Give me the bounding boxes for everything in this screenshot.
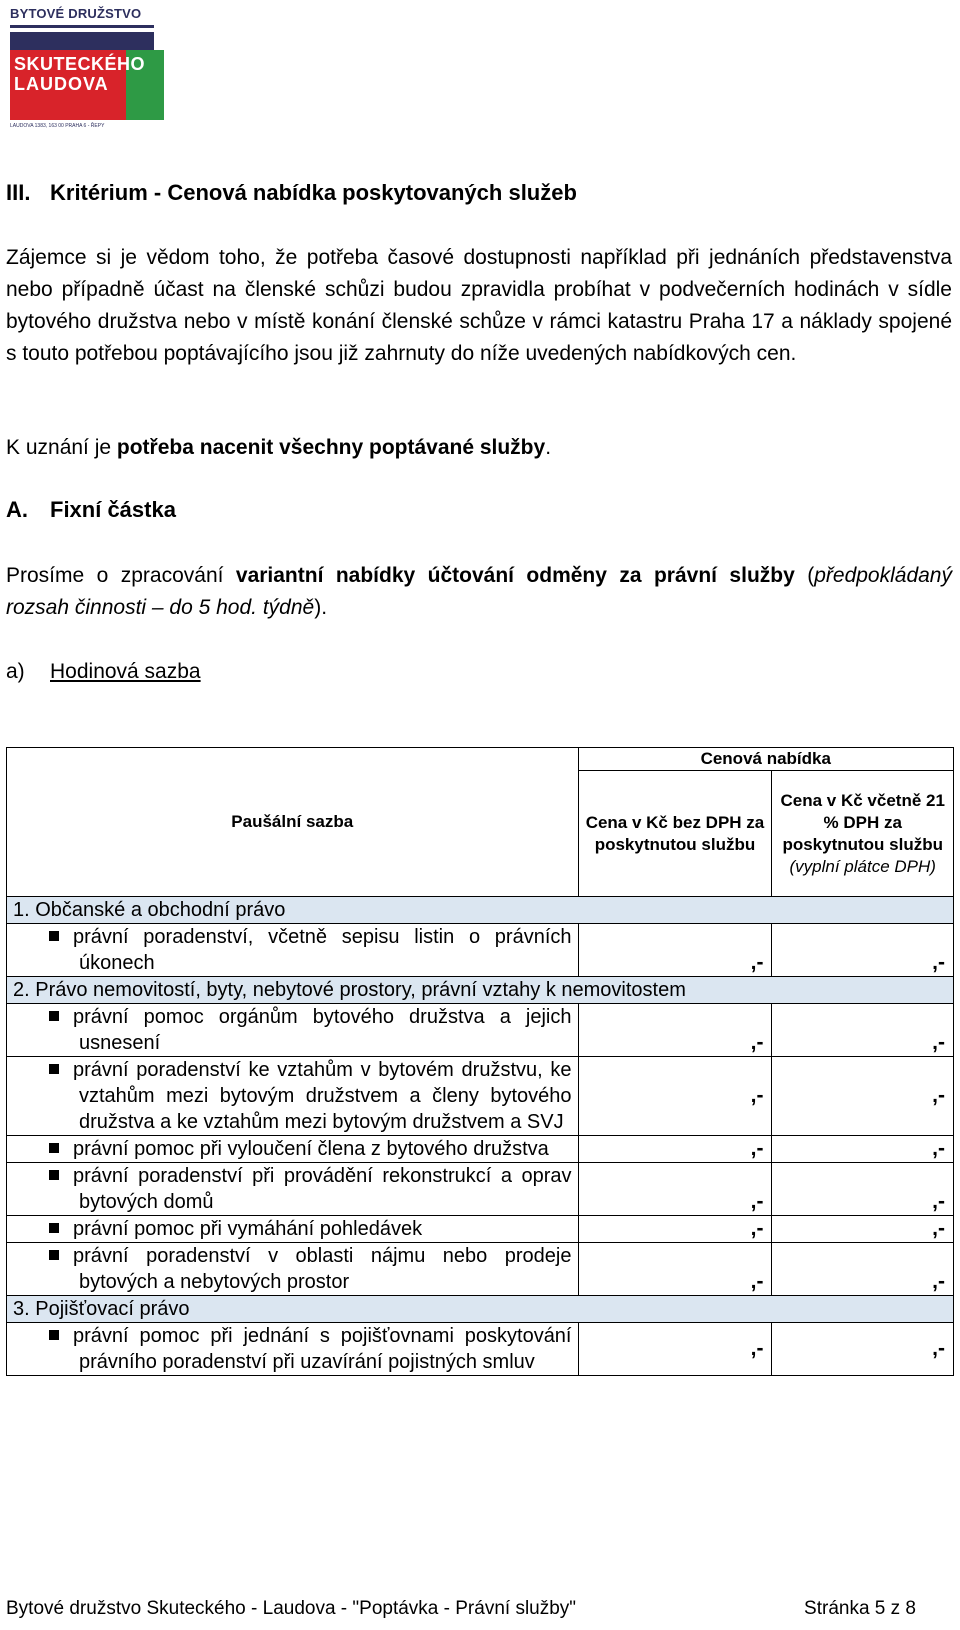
logo-address: LAUDOVA 1383, 163 00 PRAHA 6 - ŘEPY xyxy=(10,123,105,129)
section-label-1 xyxy=(7,897,954,924)
service-text: právní poradenství ke vztahům v bytovém družstvu, ke vztahům mezi bytovým družstvem a členy bytového družstva a ke vztahům mezi bytovým družstvem a SVJ xyxy=(73,1059,572,1133)
bullet-icon xyxy=(49,1223,59,1233)
service-text: právní pomoc při vymáhání pohledávek xyxy=(73,1218,423,1240)
bullet-icon xyxy=(49,1330,59,1340)
bullet-icon xyxy=(49,1250,59,1260)
price-excl-vat-cell[interactable]: ,- xyxy=(578,1323,772,1376)
logo-line2: LAUDOVA xyxy=(14,74,109,94)
section-label-3 xyxy=(7,1296,954,1323)
price-incl-vat-note: (vyplní plátce DPH) xyxy=(789,856,936,876)
price-excl-vat-cell[interactable]: ,- xyxy=(578,1136,772,1163)
variant-open: ( xyxy=(794,564,815,587)
service-item xyxy=(7,1216,579,1243)
logo-line1: SKUTECKÉHO xyxy=(14,54,146,74)
variant-close: ). xyxy=(314,596,328,619)
intro-paragraph: Zájemce si je vědom toho, že potřeba časové dostupnosti například při jednáních představenstva nebo případně účast na členské schůzi budou zpravidla probíhat v podvečerních hodinách v sídle bytového družstva nebo v místě konání členské schůze v rámci katastru Praha 17 a náklady spojené s touto potřebou poptávajícího jsou již zahrnuty do níže uvedených nabídkových cen. xyxy=(6,246,952,365)
bullet-icon xyxy=(49,931,59,941)
price-table xyxy=(6,747,954,1376)
subsection-title: Fixní částka xyxy=(50,497,176,522)
rate-type-label: a) xyxy=(6,660,25,683)
logo-rule xyxy=(10,25,154,28)
service-text: právní pomoc při vyloučení člena z bytového družstva xyxy=(73,1138,549,1160)
variant-request-paragraph xyxy=(6,560,952,624)
service-text: právní poradenství, včetně sepisu listin o právních úkonech xyxy=(73,926,572,974)
column-header-group: Cenová nabídka xyxy=(578,748,954,771)
table-row xyxy=(7,1004,954,1057)
table-row xyxy=(7,924,954,977)
service-item xyxy=(7,1057,579,1136)
pricing-note xyxy=(6,432,551,464)
table-row xyxy=(7,1243,954,1296)
rate-type-heading xyxy=(6,656,201,688)
price-incl-vat-cell[interactable]: ,- xyxy=(772,1243,954,1296)
logo xyxy=(6,6,158,128)
table-row xyxy=(7,1323,954,1376)
page-footer xyxy=(6,1598,916,1620)
service-item xyxy=(7,1323,579,1376)
price-incl-vat-cell[interactable]: ,- xyxy=(772,1323,954,1376)
price-incl-vat-cell[interactable]: ,- xyxy=(772,1004,954,1057)
price-incl-vat-label: Cena v Kč včetně 21 % DPH za poskytnutou službu xyxy=(780,790,945,854)
subsection-heading xyxy=(6,497,176,523)
section-number: III. xyxy=(6,180,31,205)
section-title-cell: Pojišťovací právo xyxy=(35,1298,190,1320)
price-incl-vat-cell[interactable]: ,- xyxy=(772,1163,954,1216)
price-excl-vat-cell[interactable]: ,- xyxy=(578,1163,772,1216)
section-row xyxy=(7,897,954,924)
service-item xyxy=(7,924,579,977)
section-title-cell: Občanské a obchodní právo xyxy=(35,899,286,921)
section-title-cell: Právo nemovitostí, byty, nebytové prostory, právní vztahy k nemovitostem xyxy=(35,979,686,1001)
service-text: právní pomoc orgánům bytového družstva a jejich usnesení xyxy=(73,1006,572,1054)
section-title: Kritérium - Cenová nabídka poskytovaných služeb xyxy=(50,180,577,205)
service-item xyxy=(7,1243,579,1296)
table-row xyxy=(7,1136,954,1163)
subsection-number: A. xyxy=(6,497,28,522)
section-row xyxy=(7,1296,954,1323)
section-heading xyxy=(6,180,577,206)
page-number: Stránka 5 z 8 xyxy=(804,1598,916,1619)
price-incl-vat-cell[interactable]: ,- xyxy=(772,1136,954,1163)
section-num: 1. xyxy=(13,899,30,921)
bullet-icon xyxy=(49,1011,59,1021)
logo-top-text: BYTOVÉ DRUŽSTVO xyxy=(10,6,142,21)
price-incl-vat-cell[interactable]: ,- xyxy=(772,924,954,977)
price-excl-vat-cell[interactable]: ,- xyxy=(578,1243,772,1296)
column-header-price-incl-vat xyxy=(772,771,954,897)
service-item xyxy=(7,1163,579,1216)
pricing-note-end: . xyxy=(545,436,552,459)
table-row xyxy=(7,1163,954,1216)
pricing-note-emphasis: potřeba nacenit všechny poptávané služby xyxy=(116,436,546,459)
section-row xyxy=(7,977,954,1004)
variant-emphasis: variantní nabídky účtování odměny za právní služby xyxy=(235,564,795,587)
section-num: 2. xyxy=(13,979,30,1001)
logo-blue-bar xyxy=(10,32,154,50)
service-text: právní pomoc při jednání s pojišťovnami poskytování právního poradenství při uzavírání pojistných smluv xyxy=(73,1325,572,1373)
bullet-icon xyxy=(49,1064,59,1074)
service-item xyxy=(7,1136,579,1163)
service-text: právní poradenství při provádění rekonstrukcí a oprav bytových domů xyxy=(73,1165,572,1213)
bullet-icon xyxy=(49,1170,59,1180)
rate-type-title: Hodinová sazba xyxy=(50,660,201,683)
table-row xyxy=(7,1216,954,1243)
column-header-price-excl-vat: Cena v Kč bez DPH za poskytnutou službu xyxy=(578,771,772,897)
price-excl-vat-cell[interactable]: ,- xyxy=(578,924,772,977)
section-num: 3. xyxy=(13,1298,30,1320)
price-excl-vat-cell[interactable]: ,- xyxy=(578,1057,772,1136)
price-incl-vat-cell[interactable]: ,- xyxy=(772,1057,954,1136)
section-label-2 xyxy=(7,977,954,1004)
table-row xyxy=(7,1057,954,1136)
price-excl-vat-cell[interactable]: ,- xyxy=(578,1004,772,1057)
variant-scope: předpokládaný rozsah činnosti – do 5 hod. týdně xyxy=(6,564,952,619)
bullet-icon xyxy=(49,1143,59,1153)
service-text: právní poradenství v oblasti nájmu nebo prodeje bytových a nebytových prostor xyxy=(73,1245,572,1293)
footer-title: Bytové družstvo Skuteckého - Laudova - "Poptávka - Právní služby" xyxy=(6,1598,577,1619)
price-incl-vat-cell[interactable]: ,- xyxy=(772,1216,954,1243)
variant-text: Prosíme o zpracování xyxy=(6,564,236,587)
column-header-main: Paušální sazba xyxy=(7,748,579,897)
price-excl-vat-cell[interactable]: ,- xyxy=(578,1216,772,1243)
service-item xyxy=(7,1004,579,1057)
pricing-note-text: K uznání je xyxy=(6,436,117,459)
